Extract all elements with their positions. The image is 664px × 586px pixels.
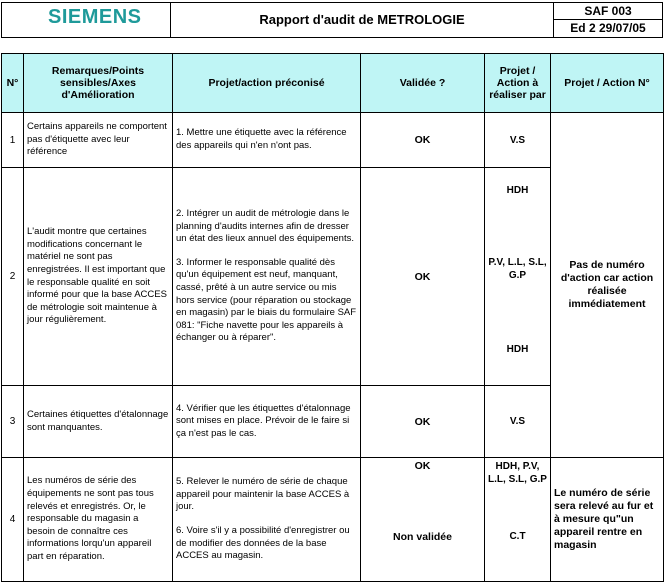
action-text: 6. Voire s'il y a possibilité d'enregistrer ou de modifier des données de la base ACCES au magasin.	[176, 525, 350, 562]
owner-text: HDH, P.V, L.L, S.L, G.P	[488, 461, 547, 485]
validated-cell	[361, 458, 485, 582]
action-number-cell	[551, 458, 664, 582]
owner-cell	[485, 168, 551, 386]
action-cell	[173, 386, 361, 458]
validated-cell: OK	[361, 113, 485, 168]
table-header-row	[2, 54, 664, 113]
header-code-divider	[553, 19, 663, 20]
action-number-text: Pas de numéro d'action car action réalisée immédiatement	[560, 259, 654, 310]
col-header-num: N°	[2, 54, 24, 113]
col-header-remarks: Remarques/Points sensibles/Axes d'Amélioration	[24, 54, 173, 113]
remark-text: Certaines étiquettes d'étalonnage sont manquantes.	[27, 408, 169, 433]
remark-cell	[24, 113, 173, 168]
action-number-cell	[551, 113, 664, 458]
owner-text: C.T	[509, 531, 526, 542]
owner-text: HDH	[506, 344, 529, 355]
action-text: 2. Intégrer un audit de métrologie dans le planning d'audits internes afin de dresser un état des lieux annuel des équipements.	[176, 208, 354, 245]
action-cell	[173, 168, 361, 386]
action-number-text: Le numéro de série sera relevé au fur et à mesure qu"un appareil rentre en magasin	[554, 487, 654, 551]
validated-text: OK	[414, 460, 431, 472]
document-title: Rapport d'audit de METROLOGIE	[259, 12, 465, 27]
validated-text: Non validée	[393, 531, 452, 543]
row-number: 2	[2, 168, 24, 386]
owner-cell	[485, 458, 551, 582]
action-text: 5. Relever le numéro de série de chaque appareil pour maintenir la base ACCES à jour.	[176, 476, 350, 513]
row-number: 4	[2, 458, 24, 582]
remark-cell	[24, 386, 173, 458]
owner-cell: V.S	[485, 113, 551, 168]
col-header-by: Projet / Action à réaliser par	[485, 54, 551, 113]
remark-cell	[24, 168, 173, 386]
col-header-action: Projet/action préconisé	[173, 54, 361, 113]
action-text: 3. Informer le responsable qualité dès qu'un équipement est neuf, manquant, cassé, prêté à un autre service ou mis hors service (pour réparation ou stockage en magasin) par le biais du formulaire SAF 081: "Fiche navette pour les appareils à échanger ou à réparer".	[176, 256, 357, 344]
col-header-validated: Validée ?	[361, 54, 485, 113]
document-code: SAF 003	[584, 4, 632, 18]
table-row	[2, 113, 664, 168]
owner-text: P.V, L.L, S.L, G.P	[488, 257, 547, 281]
audit-table	[1, 53, 664, 582]
action-text: 4. Vérifier que les étiquettes d'étalonnage sont mises en place. Prévoir de le faire si ça n'est pas le cas.	[176, 402, 351, 439]
remark-text: L'audit montre que certaines modifications concernant le matériel ne sont pas enregistrées. Il est important que le responsable qualité en soit informé pour que la base ACCES de métrologie soit maintenue à jour régulièrement.	[27, 226, 167, 326]
siemens-logo: SIEMENS	[48, 6, 142, 28]
action-text: 1. Mettre une étiquette avec la référence des appareils qui n'en n'ont pas.	[176, 127, 347, 151]
owner-text: HDH	[506, 185, 529, 196]
remark-text: Certains appareils ne comportent pas d'étiquette avec leur référence	[27, 121, 167, 158]
validated-cell: OK	[361, 168, 485, 386]
remark-cell	[24, 458, 173, 582]
row-number: 3	[2, 386, 24, 458]
action-cell	[173, 458, 361, 582]
validated-cell: OK	[361, 386, 485, 458]
remark-text: Les numéros de série des équipements ne sont pas tous relevés et enregistrés. Or, le responsable du magasin a besoin de connaître ces informations lorqu'un appareil part en réparation.	[27, 475, 154, 562]
document-edition: Ed 2 29/07/05	[570, 21, 646, 35]
row-number: 1	[2, 113, 24, 168]
action-cell	[173, 113, 361, 168]
table-row	[2, 458, 664, 582]
owner-cell: V.S	[485, 386, 551, 458]
col-header-action-num: Projet / Action N°	[551, 54, 664, 113]
